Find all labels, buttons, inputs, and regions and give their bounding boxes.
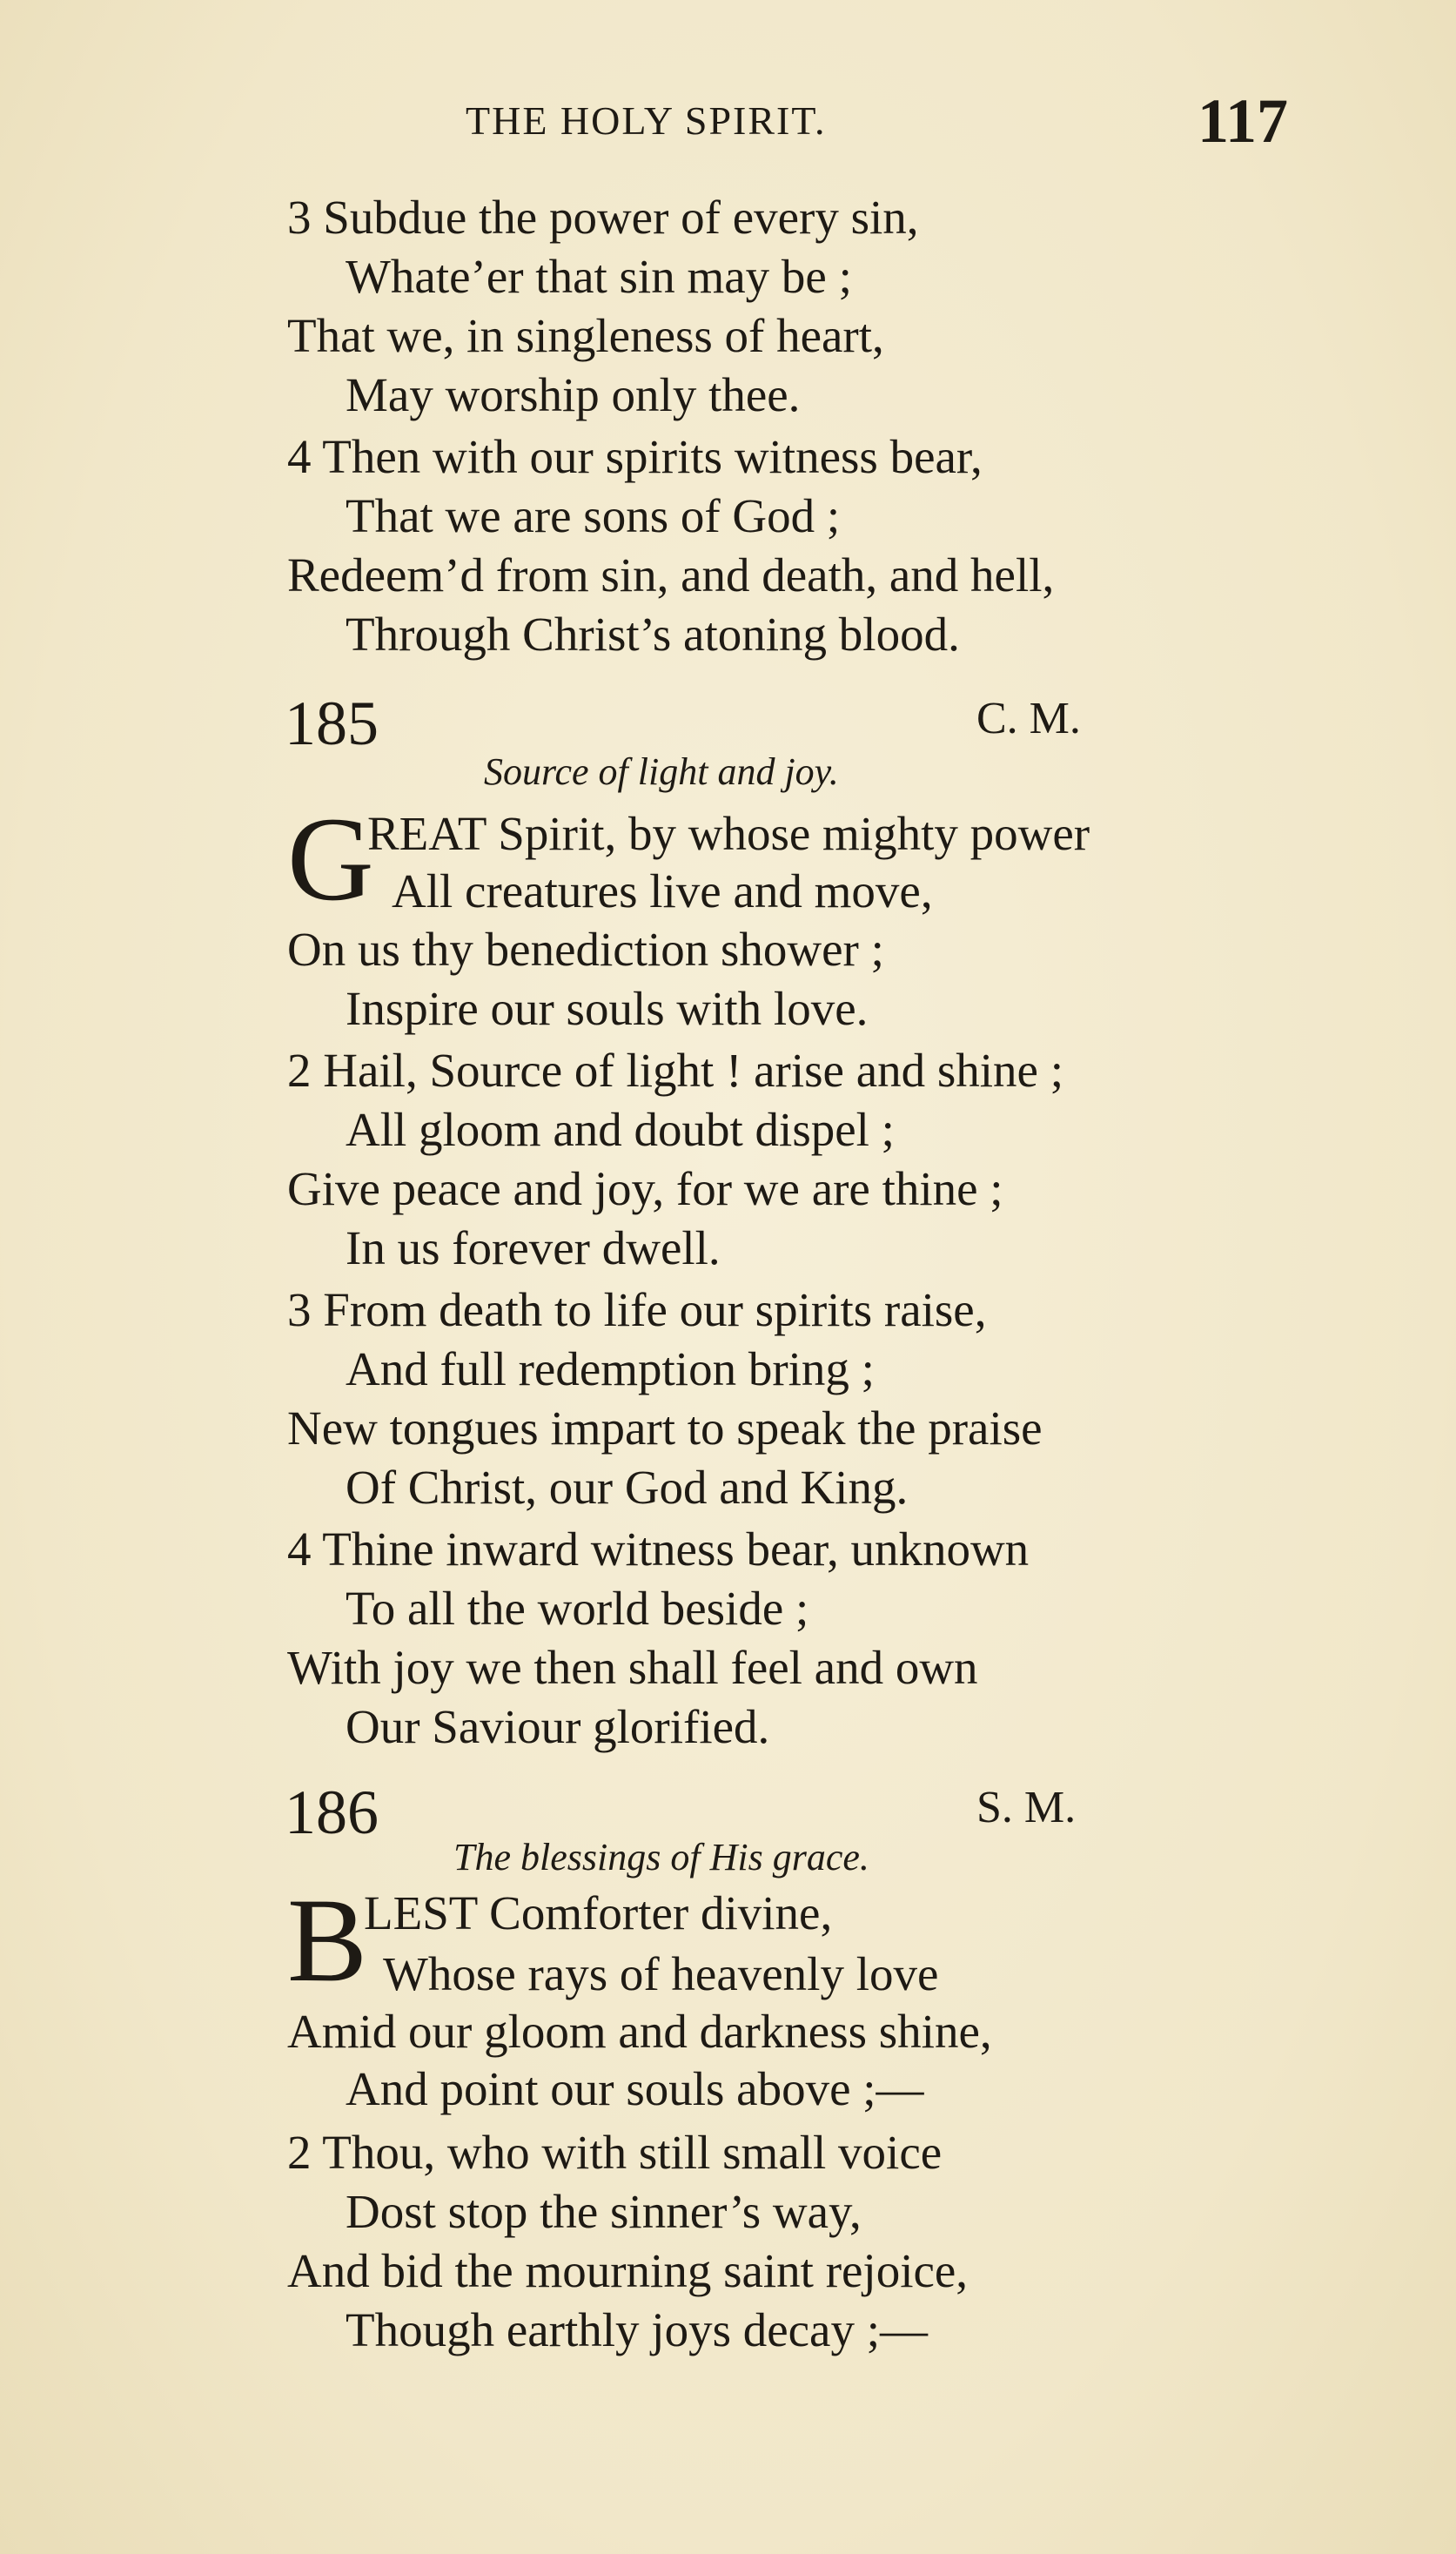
verse-line: Inspire our souls with love. — [346, 982, 869, 1035]
running-title: THE HOLY SPIRIT. — [466, 98, 827, 143]
verse-line: May worship only thee. — [346, 368, 801, 421]
hymn-subtitle: Source of light and joy. — [484, 750, 839, 793]
verse-line: Whate’er that sin may be ; — [346, 250, 852, 303]
verse-line: 3 Subdue the power of every sin, — [287, 191, 919, 244]
hymn-meter: C. M. — [976, 694, 1081, 743]
verse-line: REAT Spirit, by whose mighty power — [367, 807, 1090, 860]
verse-line: Our Saviour glorified. — [346, 1700, 770, 1753]
verse-line: In us forever dwell. — [346, 1221, 721, 1274]
drop-cap: B — [287, 1873, 368, 2006]
verse-line: Whose rays of heavenly love — [383, 1947, 939, 2000]
verse-line: Through Christ’s atoning blood. — [346, 608, 960, 661]
verse-line: And full redemption bring ; — [346, 1342, 875, 1395]
verse-line: 2 Thou, who with still small voice — [287, 2126, 943, 2179]
verse-line: And point our souls above ;— — [346, 2062, 924, 2115]
verse-line: Dost stop the sinner’s way, — [346, 2185, 862, 2238]
hymn-meter: S. M. — [976, 1783, 1077, 1832]
verse-line: Though earthly joys decay ;— — [346, 2303, 928, 2356]
verse-line: On us thy benediction shower ; — [287, 923, 884, 976]
verse-line: New tongues impart to speak the praise — [287, 1401, 1043, 1455]
verse-line: 4 Thine inward witness bear, unknown — [287, 1522, 1030, 1576]
hymn-number: 186 — [285, 1778, 379, 1847]
verse-line: With joy we then shall feel and own — [287, 1641, 978, 1694]
verse-line: All gloom and doubt dispel ; — [346, 1103, 895, 1156]
verse-line: And bid the mourning saint rejoice, — [287, 2244, 969, 2297]
verse-line: 4 Then with our spirits witness bear, — [287, 430, 983, 483]
verse-line: Of Christ, our God and King. — [346, 1461, 909, 1514]
verse-line: To all the world beside ; — [346, 1582, 809, 1635]
drop-cap: G — [287, 792, 374, 925]
hymn-number: 185 — [285, 689, 379, 758]
verse-line: That we, in singleness of heart, — [287, 309, 884, 362]
verse-line: Amid our gloom and darkness shine, — [287, 2005, 992, 2058]
verse-line: 2 Hail, Source of light ! arise and shine ; — [287, 1044, 1064, 1097]
verse-line: Give peace and joy, for we are thine ; — [287, 1162, 1003, 1215]
verse-line: LEST Comforter divine, — [364, 1886, 833, 1939]
verse-line: All creatures live and move, — [392, 864, 933, 917]
page-number: 117 — [1198, 86, 1289, 156]
verse-line: That we are sons of God ; — [346, 489, 841, 542]
verse-line: Redeem’d from sin, and death, and hell, — [287, 548, 1055, 602]
verse-line: 3 From death to life our spirits raise, — [287, 1283, 987, 1336]
hymn-subtitle: The blessings of His grace. — [453, 1836, 869, 1879]
